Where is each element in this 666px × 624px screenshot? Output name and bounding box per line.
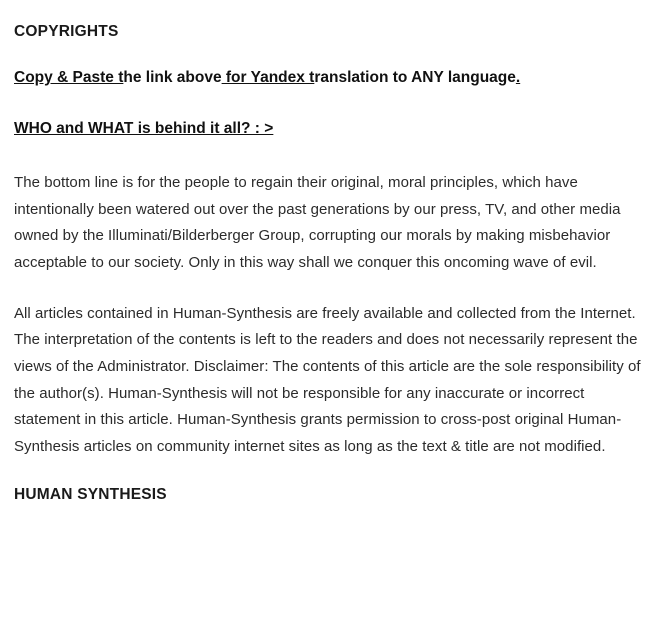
translate-notice — [14, 68, 650, 89]
page-title: COPYRIGHTS — [14, 23, 119, 40]
copy-paste-link[interactable]: Copy & Paste t — [14, 69, 124, 87]
yandex-link[interactable]: for Yandex t — [221, 69, 315, 87]
translate-notice-part2: he link above — [123, 69, 222, 87]
who-and-what-link[interactable] — [14, 119, 650, 140]
translate-notice-part4: ranslation to ANY language — [314, 69, 516, 87]
paragraph-bottom-line: The bottom line is for the people to regain their original, moral principles, which have intentionally been watered out over the past generations by our press, TV, and other media owned by the Illuminati/Bilderberger Group, corrupting our morals by making misbehavior acceptable to our society. Only in this way shall we conquer this oncoming wave of evil. — [14, 173, 621, 272]
translate-notice-period: . — [515, 69, 521, 87]
footer-heading: HUMAN SYNTHESIS — [14, 485, 167, 503]
who-and-what-label[interactable]: WHO and WHAT is behind it all? : > — [14, 120, 274, 138]
paragraph-disclaimer: All articles contained in Human-Synthesis are freely available and collected from the Internet. The interpretation of the contents is left to the readers and does not necessarily represent the views of the Administrator. Disclaimer: The contents of this article are the sole responsibility of the author(s). Human-Synthesis will not be responsible for any inaccurate or incorrect statement in this article. Human-Synthesis grants permission to cross-post original Human-Synthesis articles on community internet sites as long as the text & title are not modified. — [14, 304, 641, 456]
